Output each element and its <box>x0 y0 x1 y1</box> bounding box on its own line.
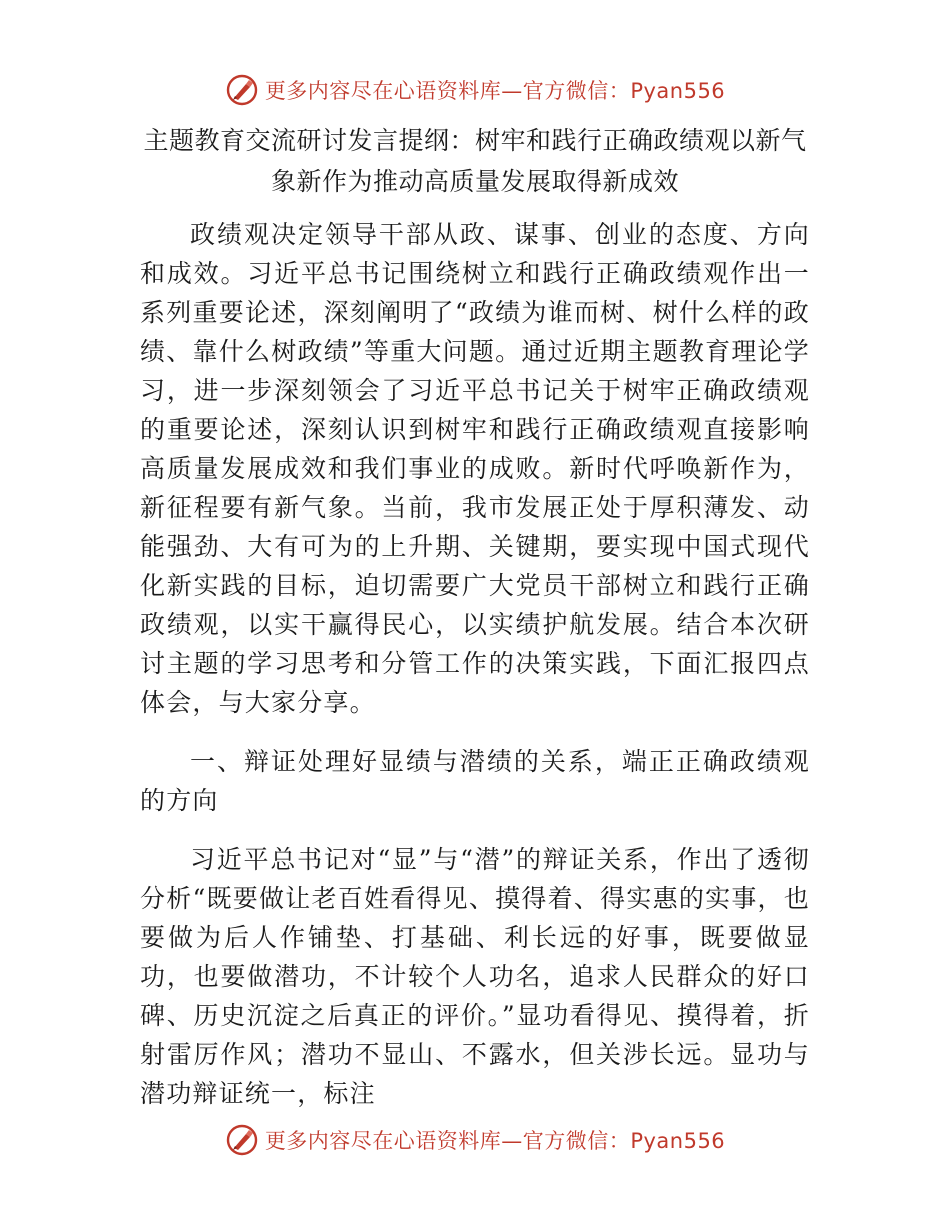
header-watermark-banner <box>0 70 950 110</box>
footer-watermark-banner <box>0 1120 950 1160</box>
document-title: 主题教育交流研讨发言提纲：树牢和践行正确政绩观以新气象新作为推动高质量发展取得新成效 <box>143 126 807 196</box>
pen-logo-icon <box>225 73 259 107</box>
wechat-id: Pyan556 <box>630 1129 726 1153</box>
section-1-paragraph: 习近平总书记对“显”与“潜”的辩证关系，作出了透彻分析“既要做让老百姓看得见、摸得着、得实惠的实事，也要做为后人作铺垫、打基础、利长远的好事，既要做显功，也要做潜功，不计较个人功名，追求人民群众的好口碑、历史沉淀之后真正的评价。”显功看得见、摸得着，折射雷厉作风；潜功不显山、不露水，但关涉长远。显功与潜功辩证统一，标注 <box>140 845 810 1108</box>
wechat-id: Pyan556 <box>630 79 726 103</box>
document-body <box>140 215 810 1133</box>
banner-label: 更多内容尽在心语资料库—官方微信：Pyan556 <box>264 79 726 103</box>
pen-logo-icon <box>225 1123 259 1157</box>
banner-label: 更多内容尽在心语资料库—官方微信：Pyan556 <box>264 1129 726 1153</box>
section-heading-1: 一、辩证处理好显绩与潜绩的关系，端正正确政绩观的方向 <box>140 747 810 815</box>
intro-paragraph: 政绩观决定领导干部从政、谋事、创业的态度、方向和成效。习近平总书记围绕树立和践行正确政绩观作出一系列重要论述，深刻阐明了“政绩为谁而树、树什么样的政绩、靠什么树政绩”等重大问题。通过近期主题教育理论学习，进一步深刻领会了习近平总书记关于树牢正确政绩观的重要论述，深刻认识到树牢和践行正确政绩观直接影响高质量发展成效和我们事业的成败。新时代呼唤新作为，新征程要有新气象。当前，我市发展正处于厚积薄发、动能强劲、大有可为的上升期、关键期，要实现中国式现代化新实践的目标，迫切需要广大党员干部树立和践行正确政绩观，以实干赢得民心，以实绩护航发展。结合本次研讨主题的学习思考和分管工作的决策实践，下面汇报四点体会，与大家分享。 <box>140 220 810 717</box>
